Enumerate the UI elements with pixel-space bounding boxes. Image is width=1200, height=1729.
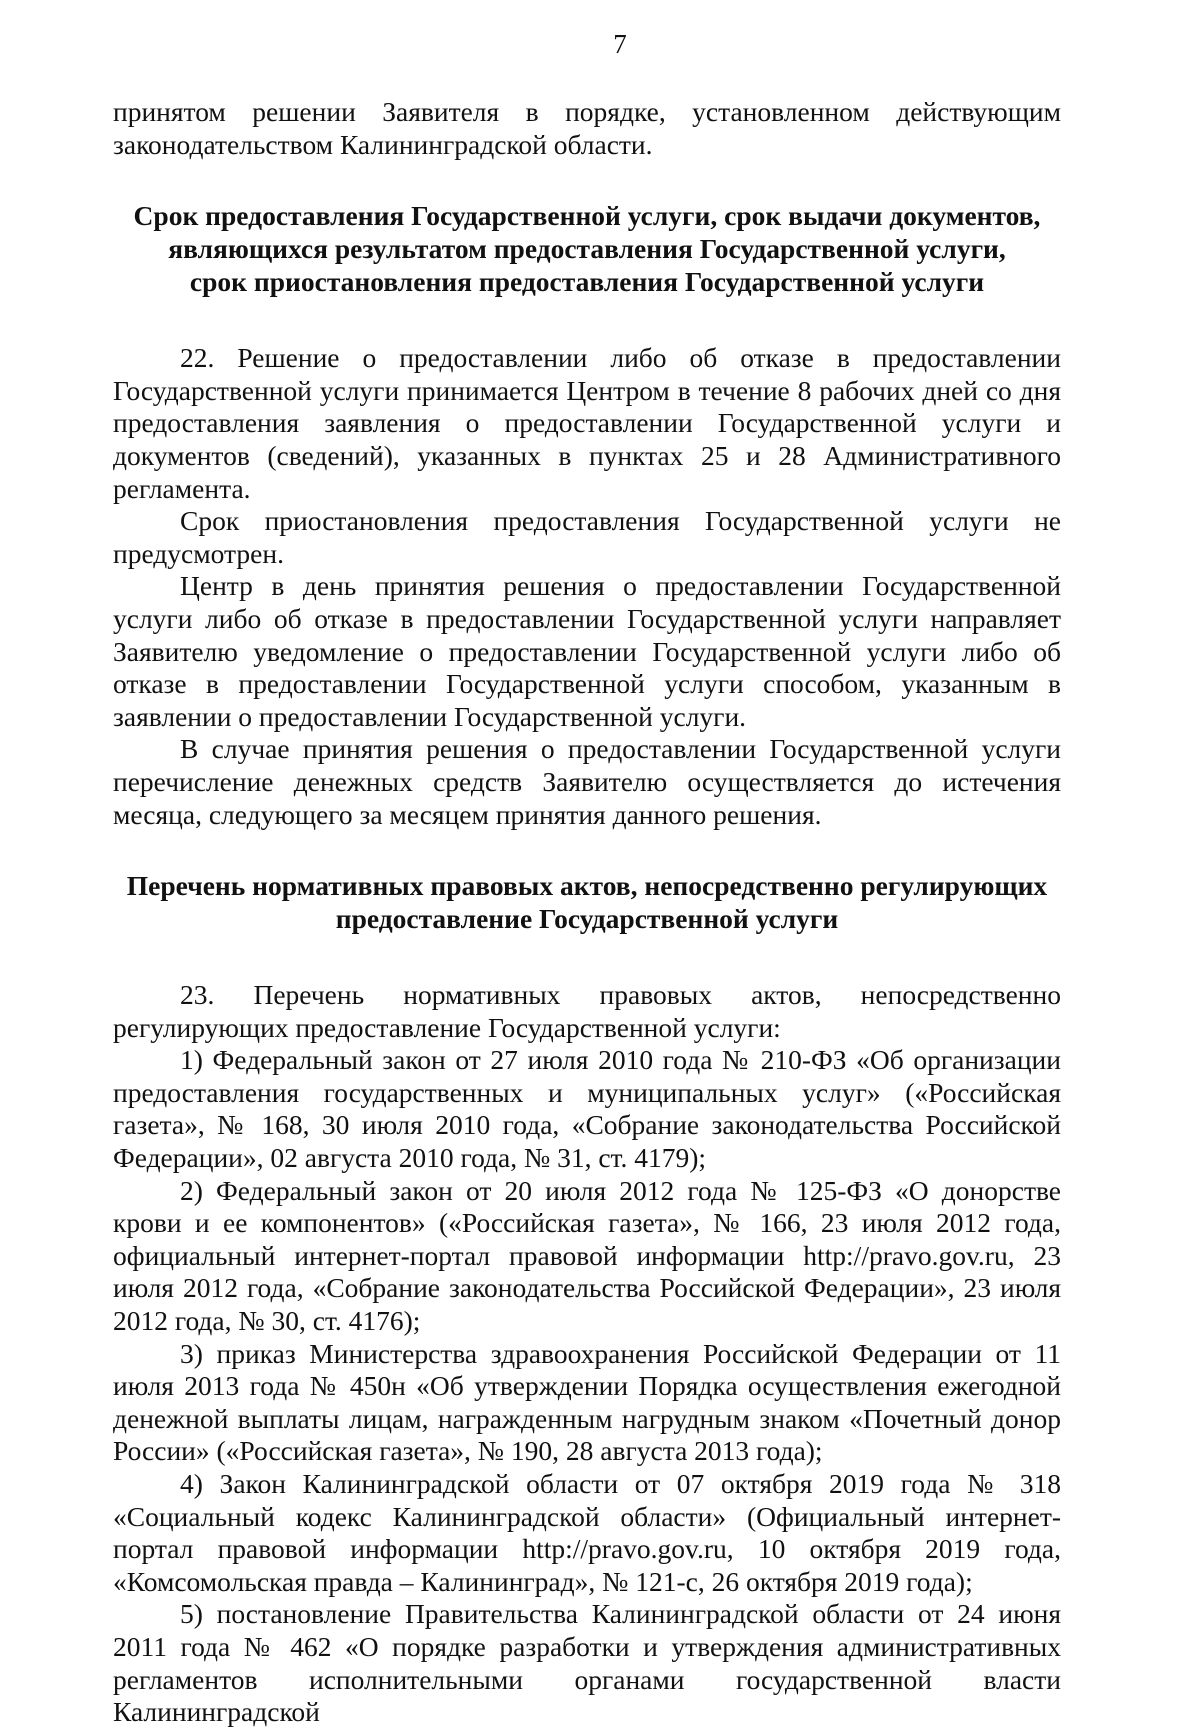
section-2-heading-line: предоставление Государственной услуги	[335, 903, 839, 935]
list-item-5: 5) постановление Правительства Калининградской области от 24 июня 2011 года № 462 «О порядке разработки и утверждения административных регламентов исполнительными органами государственной власти Калининградской	[113, 1598, 1061, 1728]
list-item-4: 4) Закон Калининградской области от 07 октября 2019 года № 318 «Социальный кодекс Калининградской области» (Официальный интернет-портал правовой информации http://pravo.gov.ru, 10 октября 2019 года, «Комсомольская правда – Калининград», № 121-с, 26 октября 2019 года);	[113, 1468, 1061, 1597]
document-body	[113, 96, 1061, 1729]
paragraph-notification: Центр в день принятия решения о предоставлении Государственной услуги либо об отказе в предоставлении Государственной услуги направляет Заявителю уведомление о предоставлении Государственной услуги либо об отказе в предоставлении Государственной услуги способом, указанным в заявлении о предоставлении Государственной услуги.	[113, 570, 1061, 732]
list-item-3: 3) приказ Министерства здравоохранения Российской Федерации от 11 июля 2013 года № 450н «Об утверждении Порядка осуществления ежегодной денежной выплаты лицам, награжденным нагрудным знаком «Почетный донор России» («Российская газета», № 190, 28 августа 2013 года);	[113, 1337, 1061, 1467]
section-1-heading	[113, 199, 1061, 298]
section-2-heading	[113, 869, 1061, 935]
paragraph-22: 22. Решение о предоставлении либо об отказе в предоставлении Государственной услуги принимается Центром в течение 8 рабочих дней со дня предоставления заявления о предоставлении Государственной услуги и документов (сведений), указанных в пунктах 25 и 28 Административного регламента.	[113, 342, 1061, 504]
paragraph-suspension: Срок приостановления предоставления Государственной услуги не предусмотрен.	[113, 505, 1061, 569]
list-item-1: 1) Федеральный закон от 27 июля 2010 года № 210-ФЗ «Об организации предоставления государственных и муниципальных услуг» («Российская газета», № 168, 30 июля 2010 года, «Собрание законодательства Российской Федерации», 02 августа 2010 года, № 31, ст. 4179);	[113, 1044, 1061, 1174]
section-2-heading-line: Перечень нормативных правовых актов, непосредственно регулирующих	[126, 870, 1048, 902]
section-1-heading-line: Срок предоставления Государственной услуги, срок выдачи документов,	[133, 200, 1041, 232]
section-1-heading-line: являющихся результатом предоставления Государственной услуги,	[168, 233, 1006, 265]
paragraph-23: 23. Перечень нормативных правовых актов, непосредственно регулирующих предоставление Государственной услуги:	[113, 979, 1061, 1043]
paragraph-payment: В случае принятия решения о предоставлении Государственной услуги перечисление денежных средств Заявителю осуществляется до истечения месяца, следующего за месяцем принятия данного решения.	[113, 733, 1061, 830]
section-1-heading-line: срок приостановления предоставления Государственной услуги	[189, 266, 985, 298]
list-item-2: 2) Федеральный закон от 20 июля 2012 года № 125-ФЗ «О донорстве крови и ее компонентов» («Российская газета», № 166, 23 июля 2012 года, официальный интернет-портал правовой информации http://pravo.gov.ru, 23 июля 2012 года, «Собрание законодательства Российской Федерации», 23 июля 2012 года, № 30, ст. 4176);	[113, 1174, 1061, 1337]
intro-paragraph: принятом решении Заявителя в порядке, установленном действующим законодательством Калининградской области.	[113, 96, 1061, 160]
page-number: 7	[613, 29, 627, 59]
